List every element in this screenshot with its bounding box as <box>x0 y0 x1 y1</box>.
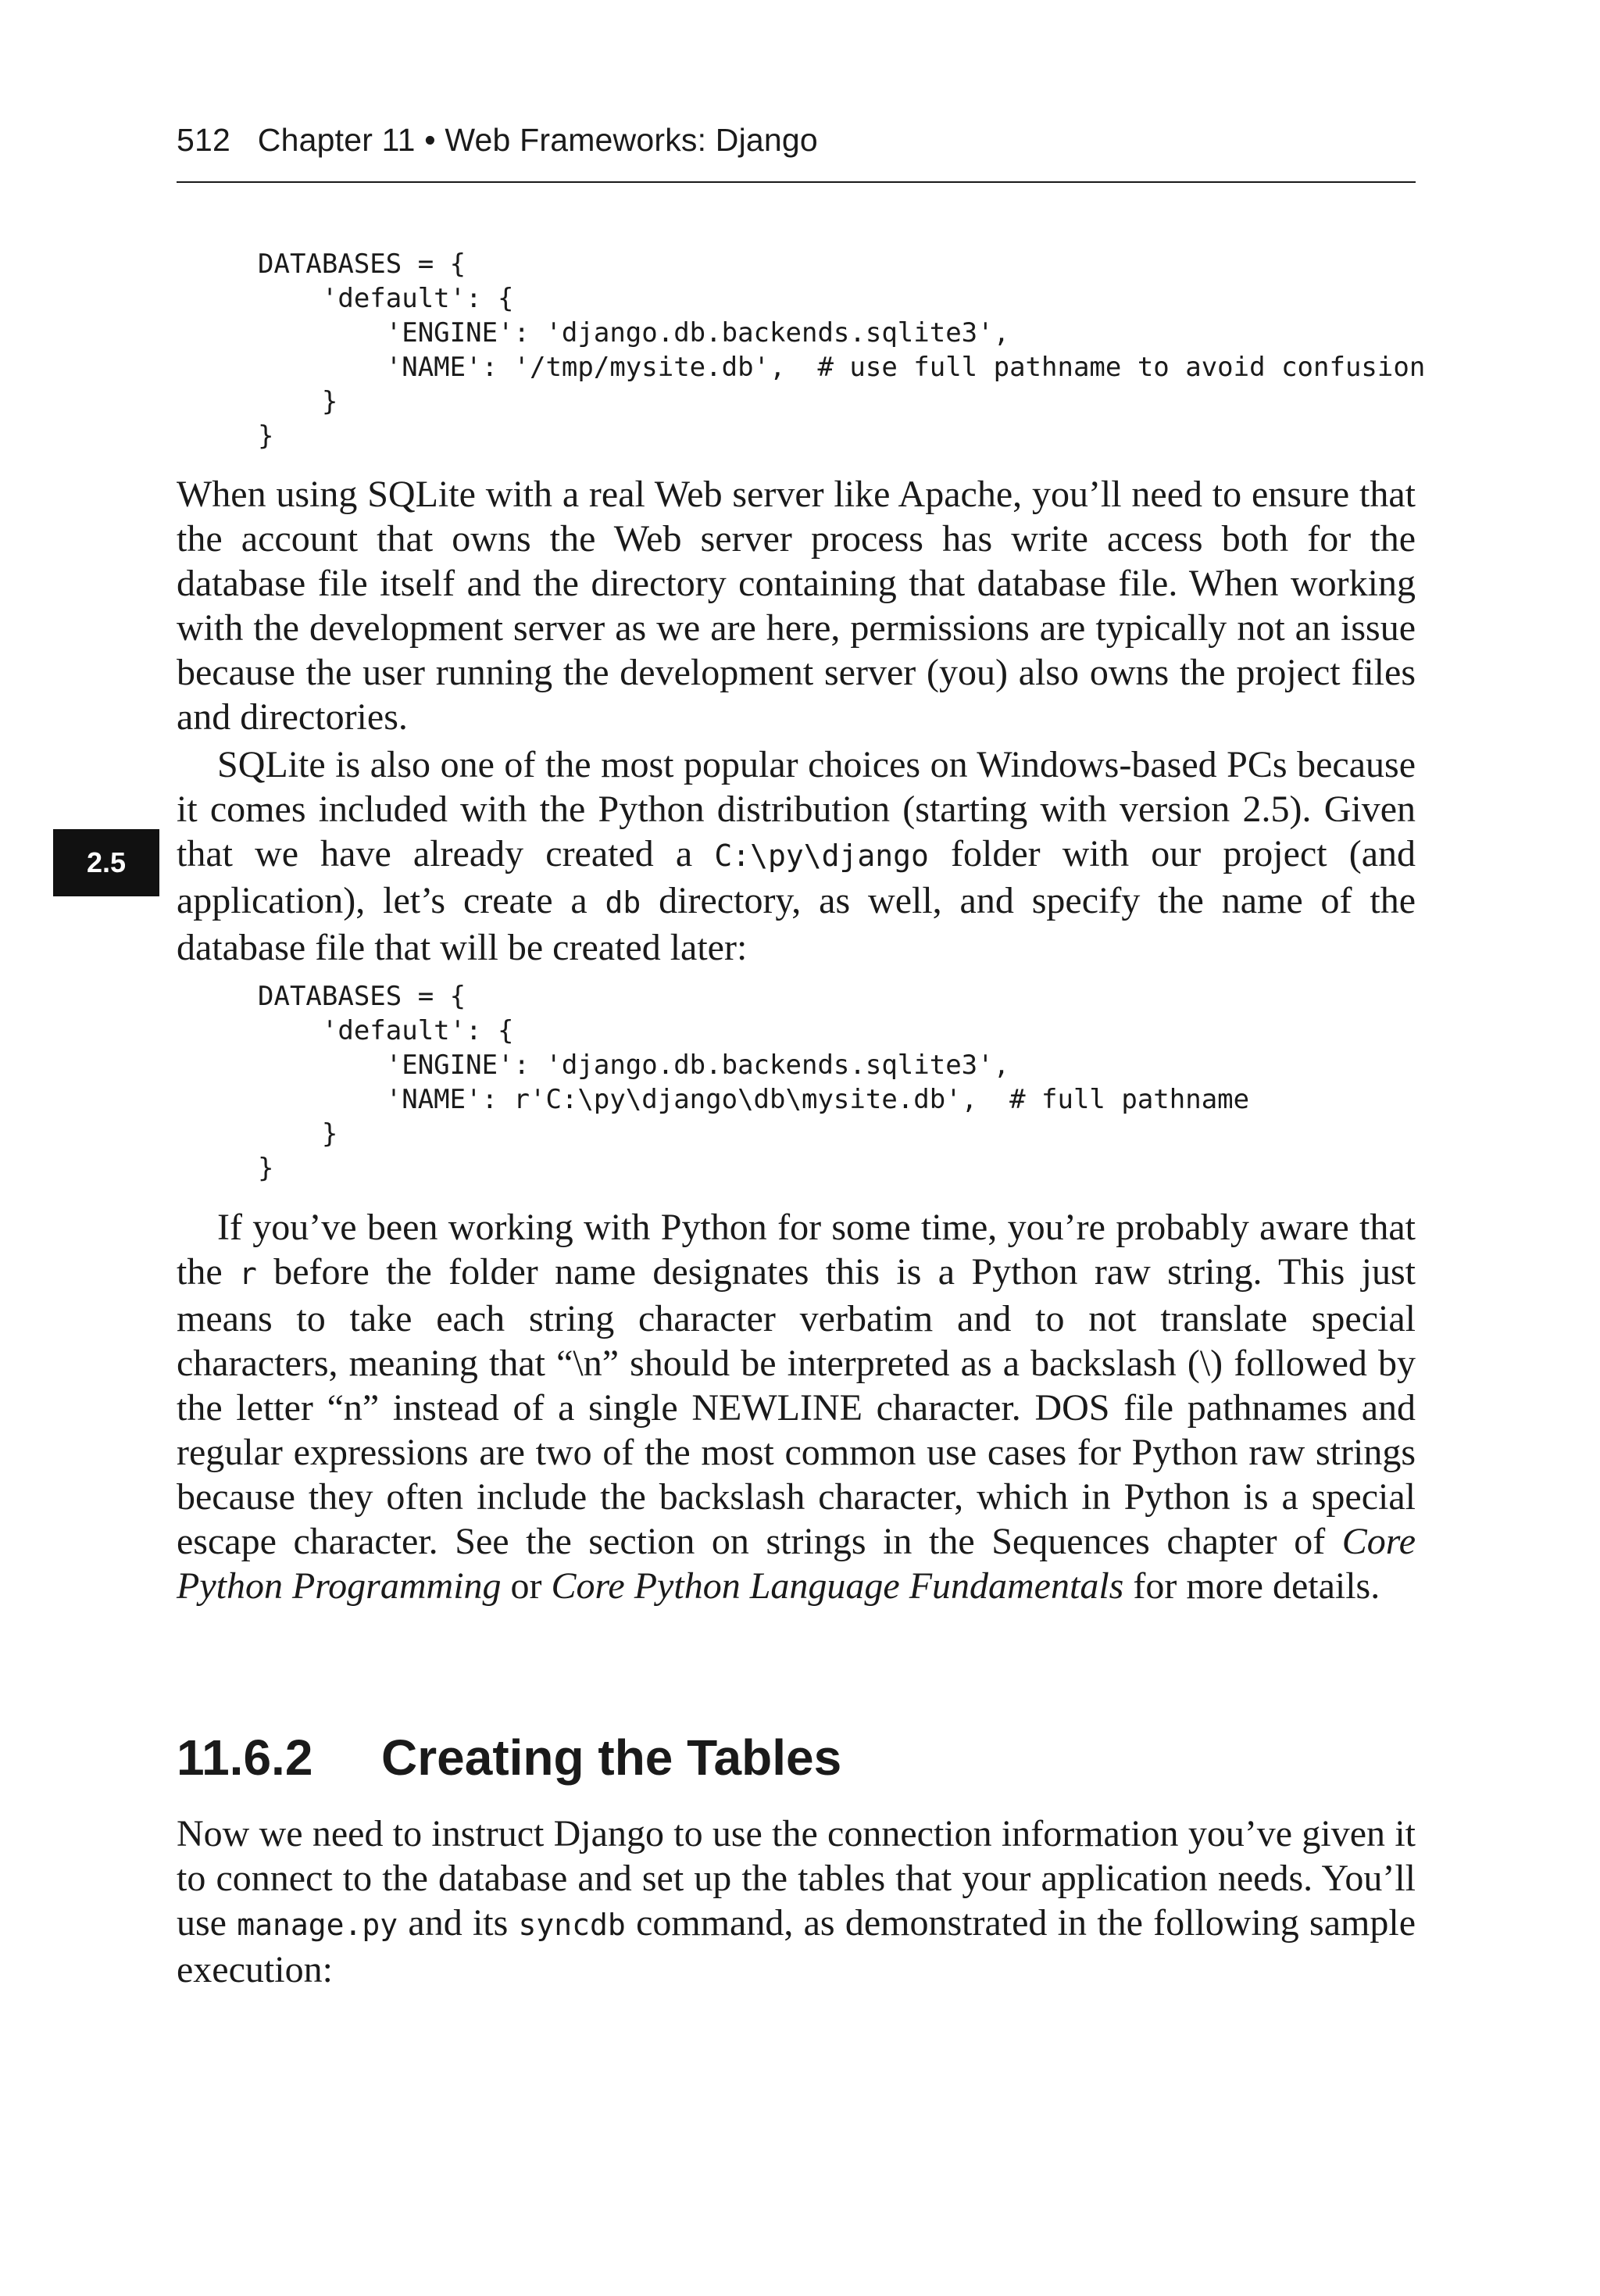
section-heading <box>177 1729 841 1786</box>
book-title-core-python-programming: Core Python Programming <box>177 1521 1416 1607</box>
section-title: Creating the Tables <box>381 1729 842 1786</box>
inline-code-manage-py: manage.py <box>237 1908 398 1942</box>
paragraph-sqlite-windows: SQLite is also one of the most popular choices on Windows-based PCs because it comes included with the Python distribution (starting with version 2.5). Given that we have already created a C:\py\django folder with our project (and application), let’s create a db directory, as well, and specify the name of the database file that will be created later: <box>177 744 1416 968</box>
inline-code-db: db <box>605 885 641 920</box>
inline-code-r: r <box>239 1257 257 1291</box>
running-header <box>177 117 1416 183</box>
page-number: 512 <box>177 122 231 158</box>
code-block-databases-tmp: DATABASES = { 'default': { 'ENGINE': 'django.db.backends.sqlite3', 'NAME': '/tmp/mysite.db', # use full pathname to avoid confusion } } <box>258 249 1426 452</box>
inline-code-syncdb: syncdb <box>518 1908 626 1942</box>
paragraph-creating-tables: Now we need to instruct Django to use the connection information you’ve given it to connect to the database and set up the tables that your application needs. You’ll use manage.py and its syncdb command, as demonstrated in the following sample execution: <box>177 1813 1416 1990</box>
inline-code-folder: C:\py\django <box>714 839 929 873</box>
paragraph-sqlite-apache: When using SQLite with a real Web server like Apache, you’ll need to ensure that the account that owns the Web server process has write access both for the database file itself and the directory containing that database file. When working with the development server as we are here, permissions are typically not an issue because the user running the development server (you) also owns the project files and directories. <box>177 474 1416 738</box>
code-block-databases-windows: DATABASES = { 'default': { 'ENGINE': 'django.db.backends.sqlite3', 'NAME': r'C:\py\django\db\mysite.db', # full pathname } } <box>258 981 1250 1184</box>
section-number: 11.6.2 <box>177 1729 313 1786</box>
chapter-title: Chapter 11 • Web Frameworks: Django <box>257 122 818 158</box>
book-title-core-python-fundamentals: Core Python Language Fundamentals <box>551 1565 1124 1607</box>
version-margin-tag: 2.5 <box>53 829 159 896</box>
paragraph-raw-strings: If you’ve been working with Python for some time, you’re probably aware that the r before the folder name designates this is a Python raw string. This just means to take each string character verbatim and to not translate special characters, meaning that “\n” should be interpreted as a backslash (\) followed by the letter “n” instead of a single NEWLINE character. DOS file pathnames and regular expressions are two of the most common use cases for Python raw strings because they often include the backslash character, which in Python is a special escape character. See the section on strings in the Sequences chapter of Core Python Programming or Core Python Language Fundamentals for more details. <box>177 1207 1416 1607</box>
